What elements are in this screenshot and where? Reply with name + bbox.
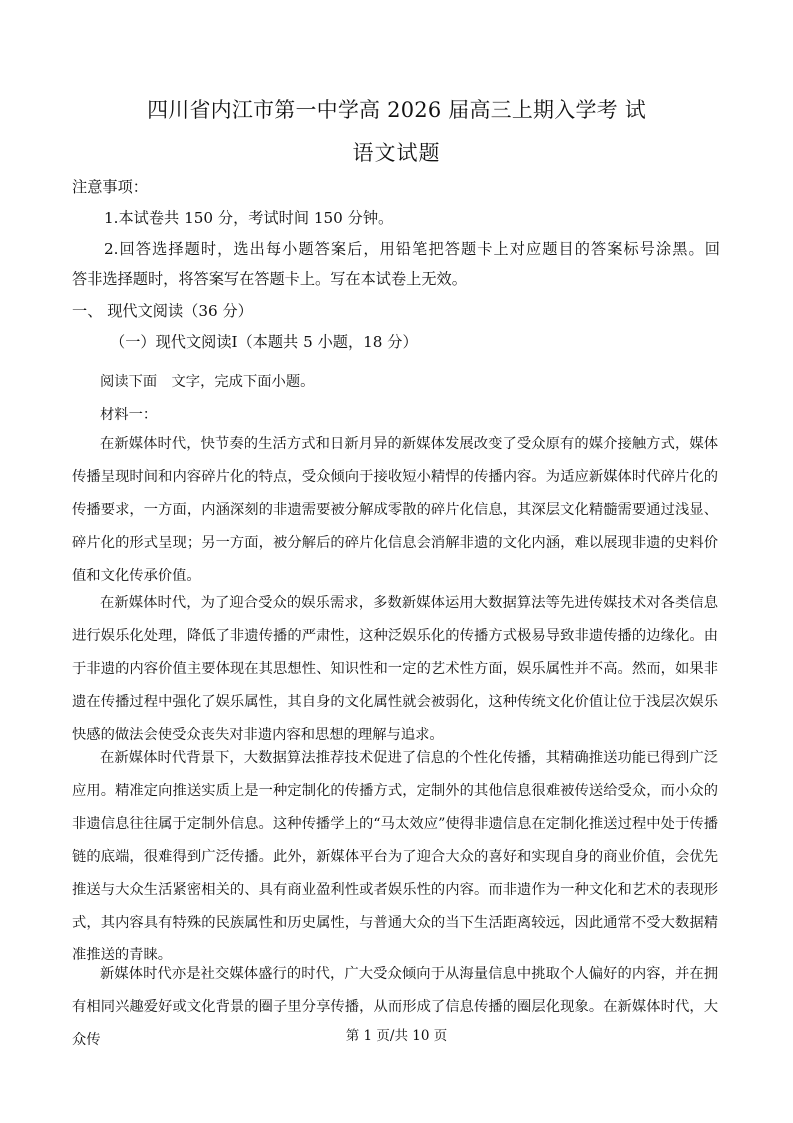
reading-instruction: 阅读下面 文字，完成下面小题。 — [100, 374, 315, 390]
section-heading: 一、 现代文阅读（36 分） — [72, 302, 253, 320]
body-paragraph-1: 在新媒体时代，快节奏的生活方式和日新月异的新媒体发展改变了受众原有的媒介接触方式，媒体传播呈现时间和内容碎片化的特点，受众倾向于接收短小精悍的传播内容。为适应新媒体时代碎片化的传播要求，一方面，内涵深刻的非遗需要被分解成零散的碎片化信息，其深层文化精髓需要通过浅显、碎片化的形式呈现；另一方面，被分解后的碎片化信息会消解非遗的文化内涵，难以展现非遗的史料价值和文化传承价值。 — [72, 436, 718, 584]
body-paragraph-2: 在新媒体时代，为了迎合受众的娱乐需求，多数新媒体运用大数据算法等先进传媒技术对各类信息进行娱乐化处理，降低了非遗传播的严肃性，这种泛娱乐化的传播方式极易导致非遗传播的边缘化。由于非遗的内容价值主要体现在其思想性、知识性和一定的艺术性方面，娱乐属性并不高。然而，如果非遗在传播过程中强化了娱乐属性，其自身的文化属性就会被弱化，这种传统文化价值让位于浅层次娱乐快感的做法会使受众丧失对非遗内容和思想的理解与追求。 — [72, 595, 718, 743]
notice-heading: 注意事项： — [72, 178, 148, 196]
page-footer: 第 1 页/共 10 页 — [345, 1028, 448, 1044]
subsection-heading: （一）现代文阅读Ⅰ（本题共 5 小题，18 分） — [110, 333, 418, 351]
material-label: 材料一： — [100, 407, 158, 423]
notice-item-2-line-2: 答非选择题时，将答案写在答题卡上。写在本试卷上无效。 — [72, 270, 467, 288]
notice-item-1: 1.本试卷共 150 分，考试时间 150 分钟。 — [104, 209, 394, 227]
exam-title: 四川省内江市第一中学高 2026 届高三上期入学考 试 — [147, 98, 646, 122]
exam-subtitle: 语文试题 — [352, 141, 441, 165]
body-paragraph-4: 新媒体时代亦是社交媒体盛行的时代，广大受众倾向于从海量信息中挑取个人偏好的内容，并在拥有相同兴趣爱好或文化背景的圈子里分享传播，从而形成了信息传播的圈层化现象。在新媒体时代，大众传 — [72, 966, 718, 1048]
body-paragraph-3: 在新媒体时代背景下，大数据算法推荐技术促进了信息的个性化传播，其精确推送功能已得到广泛应用。精准定向推送实质上是一种定制化的传播方式，定制外的其他信息很难被传送给受众，而小众的非遗信息往往属于定制外信息。这种传播学上的“马太效应”使得非遗信息在定制化推送过程中处于传播链的底端，很难得到广泛传播。此外，新媒体平台为了迎合大众的喜好和实现自身的商业价值，会优先推送与大众生活紧密相关的、具有商业盈利性或者娱乐性的内容。而非遗作为一种文化和艺术的表现形式，其内容具有特殊的民族属性和历史属性，与普通大众的当下生活距离较远，因此通常不受大数据精准推送的青睐。 — [72, 750, 718, 964]
notice-item-2-line-1: 2.回答选择题时，选出每小题答案后，用铅笔把答题卡上对应题目的答案标号涂黑。回 — [104, 240, 720, 258]
